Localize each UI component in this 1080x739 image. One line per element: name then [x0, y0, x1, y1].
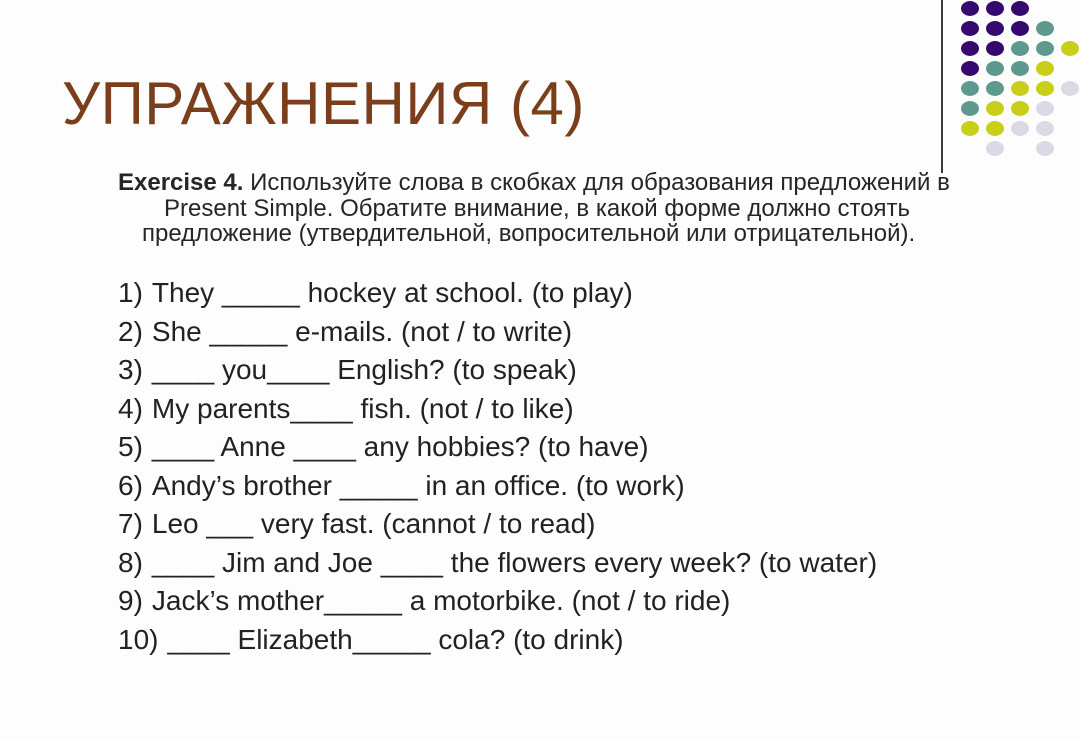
dot: [1036, 81, 1054, 96]
dot: [961, 21, 979, 36]
exercise-instructions: [118, 170, 1028, 247]
dot: [986, 141, 1004, 156]
dot: [1061, 41, 1079, 56]
dot: [961, 81, 979, 96]
instructions-line: предложение (утвердительной, вопросительной или отрицательной).: [142, 220, 916, 247]
item-number: 10): [118, 623, 159, 655]
item-text: Andy’s brother _____ in an office. (to work): [151, 469, 685, 501]
item-text: ____ Jim and Joe ____ the flowers every week? (to water): [151, 546, 878, 578]
dot: [1036, 101, 1054, 116]
instructions-text: Используйте слова в скобках для образования предложений в: [250, 169, 950, 196]
dot: [1036, 41, 1054, 56]
item-number: 4): [118, 392, 143, 424]
exercise-label: Exercise 4.: [118, 169, 244, 196]
dot: [1011, 101, 1029, 116]
item-text: They _____ hockey at school. (to play): [151, 277, 633, 308]
item-text: ____ you____ English? (to speak): [151, 354, 577, 385]
dot: [1061, 81, 1079, 96]
dot: [1036, 121, 1054, 136]
dot: [1011, 41, 1029, 56]
dot: [986, 121, 1004, 136]
item-number: 7): [118, 508, 143, 539]
dot: [1036, 21, 1054, 36]
dot: [1011, 61, 1029, 76]
dot: [1036, 141, 1054, 156]
item-number: 8): [118, 546, 143, 578]
item-number: 3): [118, 354, 143, 385]
item-number: 5): [118, 431, 143, 462]
exercise-item: [118, 505, 877, 544]
item-text: She _____ e-mails. (not / to write): [151, 315, 573, 347]
dot: [986, 1, 1004, 16]
exercise-item: [118, 313, 877, 352]
item-number: 6): [118, 469, 143, 501]
exercise-item: [118, 544, 877, 583]
dot: [1011, 121, 1029, 136]
instructions-line: [118, 170, 1028, 196]
dot: [1011, 21, 1029, 36]
exercise-item: [118, 428, 877, 467]
item-number: 9): [118, 585, 143, 616]
dot: [986, 81, 1004, 96]
dot: [961, 1, 979, 16]
dot: [1011, 81, 1029, 96]
item-number: 2): [118, 315, 143, 347]
dot: [986, 21, 1004, 36]
dot: [1036, 61, 1054, 76]
dot: [986, 61, 1004, 76]
dot: [986, 41, 1004, 56]
dot: [961, 101, 979, 116]
dot: [961, 61, 979, 76]
exercise-item: [118, 621, 877, 660]
dot: [986, 101, 1004, 116]
item-text: ____ Anne ____ any hobbies? (to have): [151, 431, 649, 462]
slide-title: УПРАЖНЕНИЯ (4): [62, 70, 585, 137]
exercise-item: [118, 274, 877, 313]
exercise-item: [118, 390, 877, 429]
exercise-list: [118, 274, 877, 659]
dot: [1011, 1, 1029, 16]
exercise-item: [118, 351, 877, 390]
exercise-item: [118, 582, 877, 621]
item-text: Jack’s mother_____ a motorbike. (not / to ride): [151, 585, 731, 616]
vertical-divider-line: [941, 0, 943, 173]
instructions-line: Present Simple. Обратите внимание, в какой форме должно стоять: [164, 194, 911, 222]
dot: [961, 121, 979, 136]
exercise-item: [118, 467, 877, 506]
dot-grid-decoration: [961, 1, 1080, 159]
item-text: ____ Elizabeth_____ cola? (to drink): [167, 623, 624, 655]
item-number: 1): [118, 277, 143, 308]
item-text: My parents____ fish. (not / to like): [151, 392, 574, 424]
item-text: Leo ___ very fast. (cannot / to read): [151, 508, 596, 539]
dot: [961, 41, 979, 56]
